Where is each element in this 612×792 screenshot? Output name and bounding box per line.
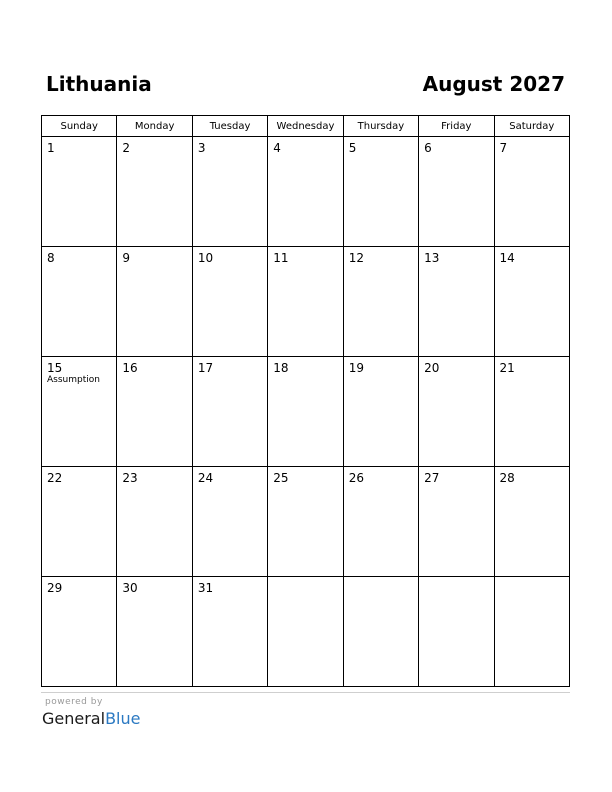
day-number: 15 [47,361,63,375]
day-number: 27 [424,471,440,485]
day-cell [494,247,569,357]
day-number: 14 [499,251,515,265]
day-cell [117,247,192,357]
day-cell [192,247,267,357]
day-number: 24 [197,471,214,485]
generalblue-logo [42,709,140,729]
day-number [495,577,569,581]
day-cell [343,357,418,467]
powered-by-label: powered by [45,697,103,707]
day-number: 30 [122,581,138,595]
day-cell [117,467,192,577]
day-cell [117,357,192,467]
day-number: 25 [273,471,289,485]
day-number: 1 [47,141,55,155]
day-number: 31 [197,581,214,595]
weekday-sunday: Sunday [42,116,117,137]
day-number: 17 [197,361,214,375]
day-number: 21 [499,361,515,375]
day-cell [419,577,494,687]
brand-blue-text: Blue [105,709,141,728]
day-cell [494,137,569,247]
day-cell [494,467,569,577]
day-number: 16 [122,361,138,375]
day-number: 2 [122,141,131,155]
day-number: 11 [273,251,289,265]
day-cell [42,357,117,467]
day-cell [419,357,494,467]
day-cell [42,467,117,577]
day-number: 4 [273,141,281,155]
day-cell [42,247,117,357]
day-number: 20 [424,361,440,375]
day-cell [268,247,343,357]
day-cell [192,137,267,247]
day-number [419,577,493,581]
weekday-friday: Friday [419,116,494,137]
day-cell [268,577,343,687]
day-cell [192,467,267,577]
week-row [42,577,570,687]
day-cell [494,577,569,687]
day-cell [42,137,117,247]
day-number [268,577,342,581]
weekday-header-row [42,116,570,137]
day-number: 12 [348,251,364,265]
day-number: 28 [499,471,515,485]
week-row [42,467,570,577]
day-number: 29 [47,581,63,595]
day-cell [192,357,267,467]
day-number: 26 [348,471,364,485]
day-cell [117,137,192,247]
day-number: 9 [122,251,131,265]
day-number: 6 [424,141,432,155]
day-cell [419,137,494,247]
weekday-saturday: Saturday [494,116,569,137]
day-cell [343,247,418,357]
day-cell [494,357,569,467]
week-row [42,137,570,247]
day-cell [192,577,267,687]
weekday-thursday: Thursday [343,116,418,137]
day-number: 8 [47,251,55,265]
day-cell [343,577,418,687]
day-cell [419,247,494,357]
day-cell [268,357,343,467]
day-cell [343,467,418,577]
calendar-header [46,70,565,100]
day-number: 5 [348,141,357,155]
day-number: 22 [47,471,63,485]
day-number: 18 [273,361,289,375]
country-title: Lithuania [46,72,152,96]
footer [41,692,570,728]
weekday-tuesday: Tuesday [192,116,267,137]
day-cell [268,137,343,247]
day-number: 7 [499,141,508,155]
month-year-title: August 2027 [422,72,565,96]
day-cell [268,467,343,577]
week-row [42,357,570,467]
weekday-wednesday: Wednesday [268,116,343,137]
brand-general-text: General [42,709,106,728]
day-number [344,577,418,581]
day-number: 10 [197,251,214,265]
day-cell [42,577,117,687]
month-calendar-grid [41,115,570,687]
day-number: 19 [348,361,364,375]
day-cell [343,137,418,247]
day-number: 3 [197,141,206,155]
day-cell [117,577,192,687]
day-number: 13 [424,251,440,265]
day-number: 23 [122,471,138,485]
holiday-label: Assumption [47,375,100,385]
day-cell [419,467,494,577]
weekday-monday: Monday [117,116,192,137]
week-row [42,247,570,357]
